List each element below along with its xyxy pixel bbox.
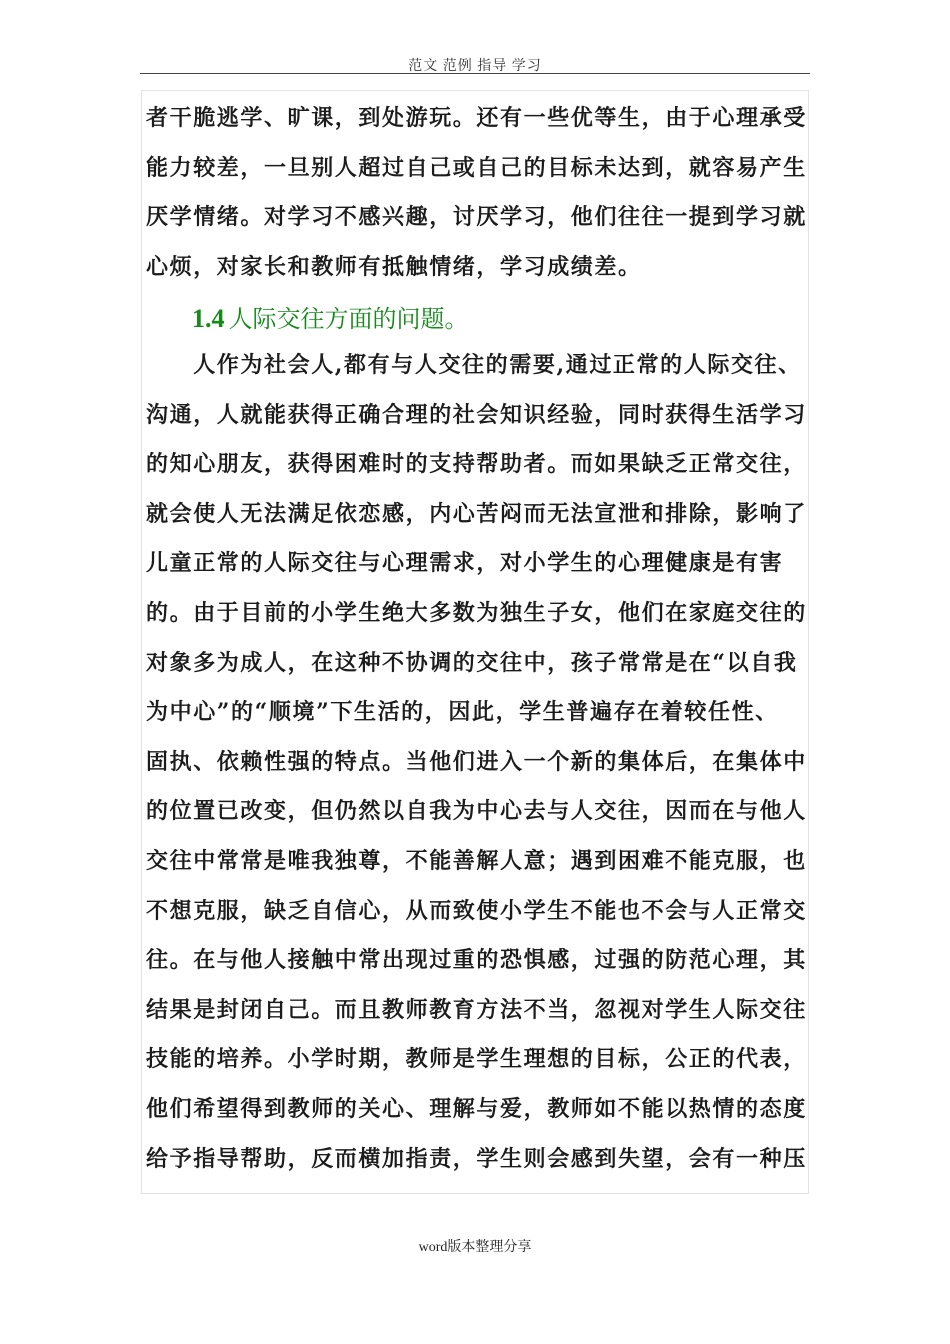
text-line: 固执、依赖性强的特点。当他们进入一个新的集体后，在集体中 [146, 748, 807, 775]
text-line: 儿童正常的人际交往与心理需求，对小学生的心理健康是有害 [146, 550, 784, 577]
text-line: 厌学情绪。对学习不感兴趣，讨厌学习，他们往往一提到学习就 [146, 204, 807, 231]
text-line: 往。在与他人接触中常出现过重的恐惧感，过强的防范心理，其 [146, 947, 807, 974]
text-line: 交往中常常是唯我独尊，不能善解人意；遇到困难不能克服，也 [146, 847, 807, 874]
section-number: 1.4 [192, 304, 225, 333]
text-line: 结果是封闭自己。而且教师教育方法不当，忽视对学生人际交往 [146, 996, 807, 1023]
text-line: 者干脆逃学、旷课，到处游玩。还有一些优等生，由于心理承受 [146, 105, 807, 131]
section-title: 人际交往方面的问题。 [228, 305, 469, 333]
text-line: 他们希望得到教师的关心、理解与爱，教师如不能以热情的态度 [146, 1095, 807, 1122]
text-line: 沟通，人就能获得正确合理的社会知识经验，同时获得生活学习 [146, 401, 807, 428]
text-line: 技能的培养。小学时期，教师是学生理想的目标，公正的代表， [146, 1046, 807, 1073]
text-line: 给予指导帮助，反而横加指责，学生则会感到失望，会有一种压 [146, 1145, 807, 1172]
text-line: 的。由于目前的小学生绝大多数为独生子女，他们在家庭交往的 [146, 599, 807, 626]
text-line: 心烦，对家长和教师有抵触情绪，学习成绩差。 [146, 253, 642, 280]
text-line: 的知心朋友，获得困难时的支持帮助者。而如果缺乏正常交往， [146, 451, 807, 478]
text-line: 为中心”的“顺境”下生活的，因此，学生普遍存在着较任性、 [146, 699, 779, 726]
text-line: 能力较差，一旦别人超过自己或自己的目标未达到，就容易产生 [146, 154, 807, 181]
paragraph-main [146, 341, 818, 1184]
text-line: 不想克服，缺乏自信心，从而致使小学生不能也不会与人正常交 [146, 897, 807, 924]
page-header: 范文 范例 指导 学习 [408, 59, 542, 74]
header-rule [140, 73, 810, 74]
paragraph-top [146, 94, 818, 292]
text-line: 的位置已改变，但仍然以自我为中心去与人交往，因而在与他人 [146, 798, 807, 825]
text-line: 人作为社会人,都有与人交往的需要,通过正常的人际交往、 [146, 352, 802, 378]
page-footer: word版本整理分享 [418, 1240, 532, 1255]
text-line: 对象多为成人，在这种不协调的交往中，孩子常常是在“以自我 [146, 649, 798, 676]
section-heading [192, 299, 469, 334]
text-line: 就会使人无法满足依恋感，内心苦闷而无法宣泄和排除，影响了 [146, 500, 807, 527]
